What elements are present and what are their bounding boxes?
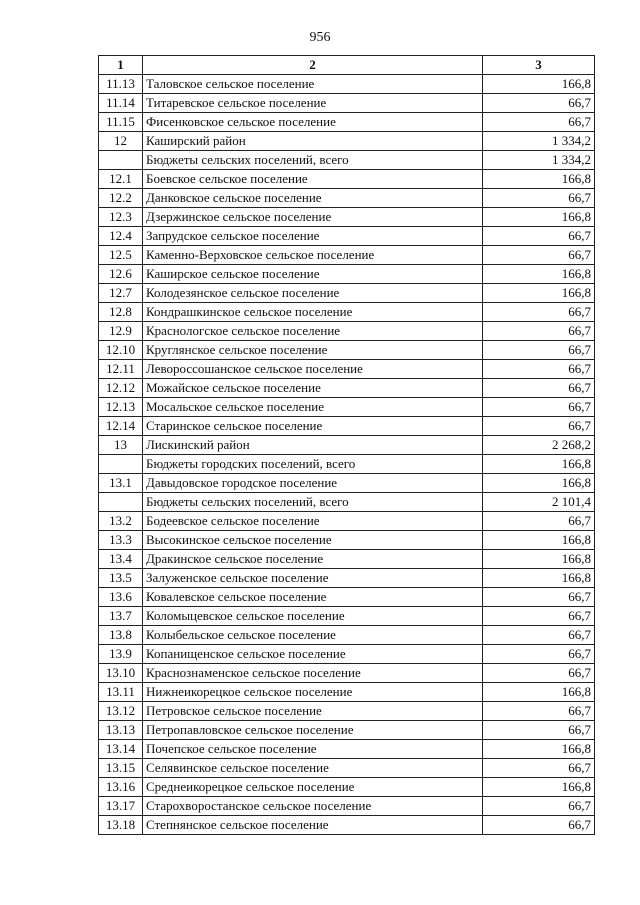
table-row	[99, 759, 595, 778]
row-number-cell: 13.6	[99, 588, 143, 607]
row-number-cell: 12.12	[99, 379, 143, 398]
row-value-cell: 166,8	[483, 170, 595, 189]
column-header-2: 2	[143, 56, 483, 75]
table-row	[99, 265, 595, 284]
row-name-cell: Старинское сельское поселение	[143, 417, 483, 436]
row-value-cell: 66,7	[483, 721, 595, 740]
row-name-cell: Петровское сельское поселение	[143, 702, 483, 721]
row-value-cell: 66,7	[483, 816, 595, 835]
table-row	[99, 132, 595, 151]
row-name-cell: Лискинский район	[143, 436, 483, 455]
row-name-cell: Залуженское сельское поселение	[143, 569, 483, 588]
table-row	[99, 455, 595, 474]
row-number-cell: 12.10	[99, 341, 143, 360]
table-row	[99, 740, 595, 759]
row-number-cell: 13.13	[99, 721, 143, 740]
row-name-cell: Петропавловское сельское поселение	[143, 721, 483, 740]
row-name-cell: Можайское сельское поселение	[143, 379, 483, 398]
row-number-cell: 12	[99, 132, 143, 151]
row-value-cell: 66,7	[483, 588, 595, 607]
row-number-cell	[99, 493, 143, 512]
row-number-cell: 13.10	[99, 664, 143, 683]
row-value-cell: 66,7	[483, 227, 595, 246]
table-row	[99, 208, 595, 227]
row-value-cell: 166,8	[483, 683, 595, 702]
row-number-cell: 13.1	[99, 474, 143, 493]
row-name-cell: Колодезянское сельское поселение	[143, 284, 483, 303]
row-number-cell: 13.5	[99, 569, 143, 588]
row-number-cell	[99, 151, 143, 170]
row-number-cell: 12.9	[99, 322, 143, 341]
row-name-cell: Краснологское сельское поселение	[143, 322, 483, 341]
table-row	[99, 417, 595, 436]
row-number-cell: 13.2	[99, 512, 143, 531]
row-name-cell: Степнянское сельское поселение	[143, 816, 483, 835]
row-number-cell: 13.17	[99, 797, 143, 816]
row-value-cell: 166,8	[483, 265, 595, 284]
table-row	[99, 721, 595, 740]
row-value-cell: 66,7	[483, 94, 595, 113]
row-name-cell: Дракинское сельское поселение	[143, 550, 483, 569]
row-name-cell: Каширский район	[143, 132, 483, 151]
table-row	[99, 227, 595, 246]
table-header-row	[99, 56, 595, 75]
row-value-cell: 66,7	[483, 626, 595, 645]
row-number-cell: 12.3	[99, 208, 143, 227]
table-row	[99, 702, 595, 721]
row-name-cell: Коломыцевское сельское поселение	[143, 607, 483, 626]
table-row	[99, 379, 595, 398]
row-number-cell: 13.18	[99, 816, 143, 835]
budget-table	[98, 55, 595, 835]
row-value-cell: 166,8	[483, 569, 595, 588]
row-value-cell: 166,8	[483, 75, 595, 94]
table-row	[99, 778, 595, 797]
row-number-cell: 12.13	[99, 398, 143, 417]
row-name-cell: Таловское сельское поселение	[143, 75, 483, 94]
row-name-cell: Нижнеикорецкое сельское поселение	[143, 683, 483, 702]
row-value-cell: 166,8	[483, 550, 595, 569]
row-name-cell: Старохворостанское сельское поселение	[143, 797, 483, 816]
table-row	[99, 683, 595, 702]
row-value-cell: 1 334,2	[483, 151, 595, 170]
row-name-cell: Копанищенское сельское поселение	[143, 645, 483, 664]
row-number-cell: 11.14	[99, 94, 143, 113]
row-number-cell: 13	[99, 436, 143, 455]
row-number-cell	[99, 455, 143, 474]
row-name-cell: Колыбельское сельское поселение	[143, 626, 483, 645]
row-number-cell: 12.5	[99, 246, 143, 265]
row-number-cell: 12.7	[99, 284, 143, 303]
row-value-cell: 166,8	[483, 778, 595, 797]
table-row	[99, 531, 595, 550]
row-name-cell: Высокинское сельское поселение	[143, 531, 483, 550]
row-value-cell: 66,7	[483, 322, 595, 341]
row-name-cell: Дзержинское сельское поселение	[143, 208, 483, 227]
row-value-cell: 166,8	[483, 284, 595, 303]
row-number-cell: 11.13	[99, 75, 143, 94]
table-row	[99, 322, 595, 341]
row-number-cell: 13.7	[99, 607, 143, 626]
row-number-cell: 11.15	[99, 113, 143, 132]
row-value-cell: 66,7	[483, 379, 595, 398]
table-row	[99, 512, 595, 531]
row-value-cell: 2 101,4	[483, 493, 595, 512]
row-name-cell: Кондрашкинское сельское поселение	[143, 303, 483, 322]
table-row	[99, 588, 595, 607]
table-row	[99, 474, 595, 493]
table-row	[99, 398, 595, 417]
row-value-cell: 2 268,2	[483, 436, 595, 455]
table-row	[99, 664, 595, 683]
row-value-cell: 1 334,2	[483, 132, 595, 151]
row-name-cell: Почепское сельское поселение	[143, 740, 483, 759]
table-row	[99, 113, 595, 132]
table-row	[99, 816, 595, 835]
row-number-cell: 12.8	[99, 303, 143, 322]
table-row	[99, 436, 595, 455]
row-value-cell: 66,7	[483, 113, 595, 132]
row-value-cell: 66,7	[483, 398, 595, 417]
row-number-cell: 13.8	[99, 626, 143, 645]
column-header-1: 1	[99, 56, 143, 75]
row-value-cell: 166,8	[483, 455, 595, 474]
row-number-cell: 13.14	[99, 740, 143, 759]
row-number-cell: 12.14	[99, 417, 143, 436]
table-row	[99, 797, 595, 816]
row-name-cell: Данковское сельское поселение	[143, 189, 483, 208]
row-number-cell: 12.6	[99, 265, 143, 284]
row-number-cell: 13.4	[99, 550, 143, 569]
table-row	[99, 75, 595, 94]
table-row	[99, 550, 595, 569]
page-number: 956	[309, 30, 331, 45]
row-value-cell: 66,7	[483, 303, 595, 322]
row-value-cell: 166,8	[483, 474, 595, 493]
row-value-cell: 66,7	[483, 645, 595, 664]
table-row	[99, 170, 595, 189]
row-value-cell: 66,7	[483, 360, 595, 379]
row-value-cell: 66,7	[483, 759, 595, 778]
table-row	[99, 626, 595, 645]
row-name-cell: Левороссошанское сельское поселение	[143, 360, 483, 379]
table-row	[99, 360, 595, 379]
row-number-cell: 13.15	[99, 759, 143, 778]
column-header-3: 3	[483, 56, 595, 75]
row-value-cell: 166,8	[483, 531, 595, 550]
row-name-cell: Бюджеты сельских поселений, всего	[143, 493, 483, 512]
table-row	[99, 493, 595, 512]
row-name-cell: Круглянское сельское поселение	[143, 341, 483, 360]
row-name-cell: Среднеикорецкое сельское поселение	[143, 778, 483, 797]
table-row	[99, 303, 595, 322]
row-value-cell: 66,7	[483, 417, 595, 436]
row-value-cell: 166,8	[483, 208, 595, 227]
row-name-cell: Боевское сельское поселение	[143, 170, 483, 189]
row-name-cell: Краснознаменское сельское поселение	[143, 664, 483, 683]
row-name-cell: Бюджеты сельских поселений, всего	[143, 151, 483, 170]
row-name-cell: Каширское сельское поселение	[143, 265, 483, 284]
row-name-cell: Бюджеты городских поселений, всего	[143, 455, 483, 474]
row-value-cell: 66,7	[483, 189, 595, 208]
table-row	[99, 284, 595, 303]
row-name-cell: Ковалевское сельское поселение	[143, 588, 483, 607]
row-value-cell: 66,7	[483, 797, 595, 816]
row-value-cell: 66,7	[483, 341, 595, 360]
table-row	[99, 151, 595, 170]
row-number-cell: 12.2	[99, 189, 143, 208]
table-row	[99, 607, 595, 626]
table-row	[99, 341, 595, 360]
row-value-cell: 66,7	[483, 512, 595, 531]
row-value-cell: 166,8	[483, 740, 595, 759]
row-value-cell: 66,7	[483, 246, 595, 265]
row-name-cell: Селявинское сельское поселение	[143, 759, 483, 778]
table-row	[99, 246, 595, 265]
row-name-cell: Давыдовское городское поселение	[143, 474, 483, 493]
row-number-cell: 12.11	[99, 360, 143, 379]
row-number-cell: 12.1	[99, 170, 143, 189]
table-row	[99, 569, 595, 588]
row-name-cell: Запрудское сельское поселение	[143, 227, 483, 246]
table-row	[99, 189, 595, 208]
row-value-cell: 66,7	[483, 664, 595, 683]
row-number-cell: 13.9	[99, 645, 143, 664]
row-name-cell: Каменно-Верховское сельское поселение	[143, 246, 483, 265]
row-value-cell: 66,7	[483, 702, 595, 721]
row-name-cell: Мосальское сельское поселение	[143, 398, 483, 417]
table-row	[99, 94, 595, 113]
row-number-cell: 12.4	[99, 227, 143, 246]
row-name-cell: Фисенковское сельское поселение	[143, 113, 483, 132]
table-body	[99, 75, 595, 835]
row-name-cell: Бодеевское сельское поселение	[143, 512, 483, 531]
row-number-cell: 13.3	[99, 531, 143, 550]
row-number-cell: 13.16	[99, 778, 143, 797]
row-number-cell: 13.12	[99, 702, 143, 721]
table-row	[99, 645, 595, 664]
row-name-cell: Титаревское сельское поселение	[143, 94, 483, 113]
row-value-cell: 66,7	[483, 607, 595, 626]
row-number-cell: 13.11	[99, 683, 143, 702]
